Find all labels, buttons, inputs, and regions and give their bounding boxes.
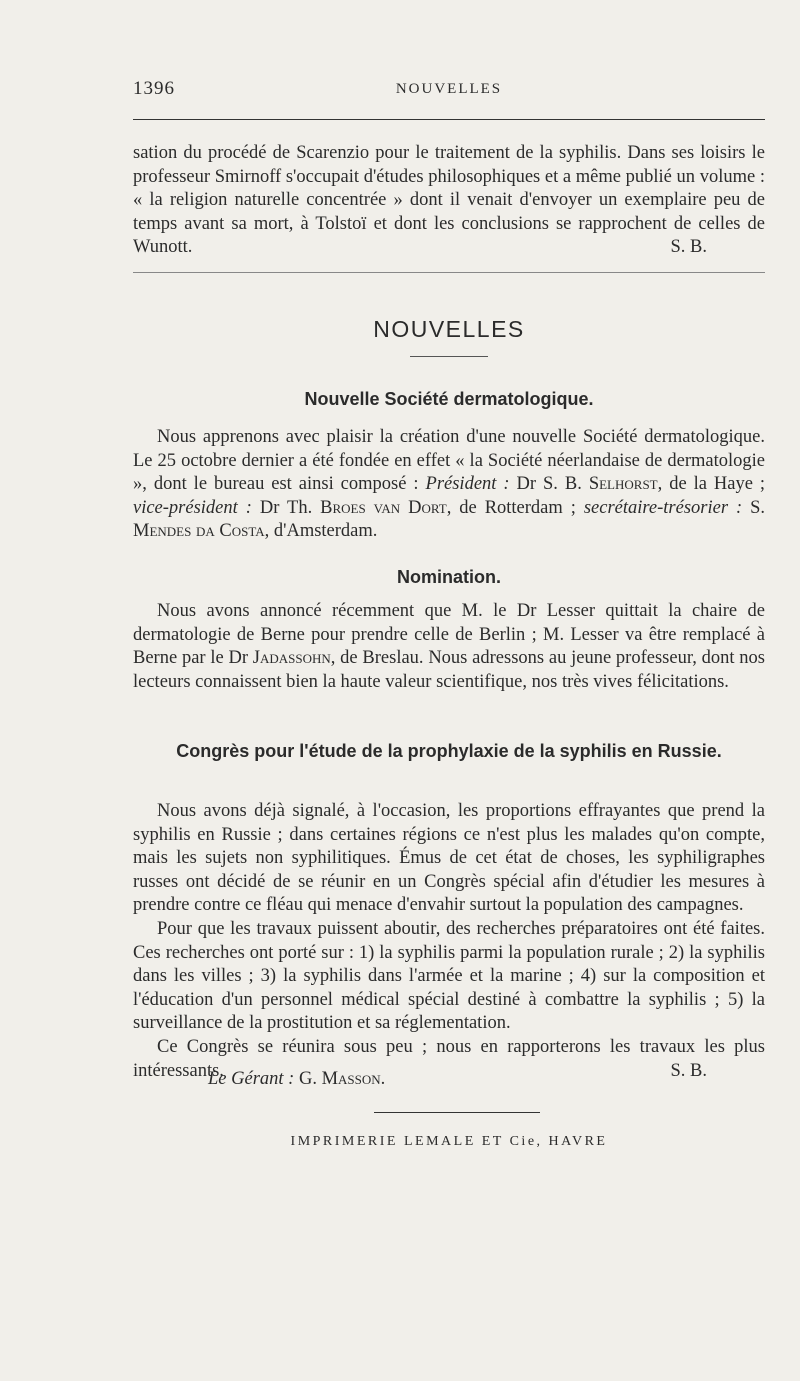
gerant-line	[208, 1069, 385, 1090]
treasurer-initial: S.	[750, 497, 766, 518]
article-title-societe: Nouvelle Société dermatologique.	[304, 389, 594, 409]
obituary-ending	[133, 142, 765, 260]
treasurer-city: , d'Amsterdam.	[264, 521, 378, 542]
article-title-congres: Congrès pour l'étude de la prophylaxie de la syphilis en Russie.	[176, 741, 722, 761]
treasurer-name: Mendes da Costa	[133, 521, 265, 542]
president-city: , de la Haye ;	[657, 474, 766, 495]
obituary-signature: S. B.	[670, 237, 707, 258]
page-header	[133, 78, 765, 104]
article-body-nomination	[133, 600, 765, 694]
article-title-nomination: Nomination.	[397, 567, 501, 587]
role-treasurer: secrétaire-trésorier :	[583, 497, 743, 518]
header-rule	[133, 119, 765, 120]
obituary-text: sation du procédé de Scarenzio pour le traitement de la syphilis. Dans ses loisirs le professeur Smirnoff s'occupait d'études philosophiques et a même publié un volume : « la religion naturelle concentrée » dont il venait d'envoyer un exemplaire peu de temps avant sa mort, à Tolstoï et dont les conclusions se rapprochent de celles de Wunott.	[133, 143, 765, 258]
doctor-title: Dr	[259, 497, 280, 518]
section-title: NOUVELLES	[373, 316, 525, 342]
role-vice-president: vice-président :	[133, 497, 252, 518]
congres-paragraph-1: Nous avons déjà signalé, à l'occasion, les proportions effrayantes que prend la syphilis en Russie ; dans certaines régions ce n'est plus les malades qu'on compte, mais les sujets non syphilitiques. Émus de cet état de choses, les syphiligraphes russes ont décidé de se réunir en un Congrès spécial afin d'étudier les mesures à prendre contre ce fléau qui menace d'envahir surtout la population des campagnes.	[133, 801, 765, 916]
section-separator	[133, 272, 765, 273]
printer-imprint: IMPRIMERIE LEMALE ET Cie, HAVRE	[290, 1134, 608, 1149]
congres-paragraph-2: Pour que les travaux puissent aboutir, des recherches préparatoires ont été faites. Ces recherches ont porté sur : 1) la syphilis parmi la population rurale ; 2) la syphilis dans les villes ; 3) la syphilis dans l'armée et la marine ; 4) sur la composition et l'éducation d'un personnel médical spécial destiné à combattre la syphilis ; 5) la surveillance de la prostitution et sa réglementation.	[133, 918, 765, 1034]
vp-name: Broes van Dort	[320, 497, 447, 518]
societe-intro: Nous apprenons avec plaisir la création d'une nouvelle Société dermatologique. Le 25 octobre dernier a été fondée en effet « la Société néerlandaise de dermatologie », dont le bureau est ainsi composé :	[133, 427, 765, 495]
gerant-label: Le Gérant :	[208, 1069, 295, 1089]
page-number: 1396	[133, 78, 175, 99]
congres-paragraph-3: Ce Congrès se réunira sous peu ; nous en rapporterons les travaux les plus intéressants.	[133, 1036, 765, 1081]
nomination-name: Jadassohn	[252, 648, 331, 669]
doctor-title: Dr	[516, 474, 537, 495]
nomination-text-a: Nous avons annoncé récemment que M. le Dr Lesser quittait la chaire de dermatologie de Berne pour prendre celle de Berlin ; M. Lesser va être remplacé à Berne par le Dr	[133, 601, 765, 669]
article-body-societe	[133, 426, 765, 544]
role-president: Président :	[425, 474, 510, 495]
vp-initial: Th.	[287, 497, 313, 518]
running-head: NOUVELLES	[395, 81, 503, 97]
nomination-text-b: , de Breslau. Nous adressons au jeune professeur, dont nos lecteurs connaissent bien la haute valeur scientifique, nos très vives félicitations.	[133, 648, 766, 692]
gerant-name: G. Masson.	[298, 1069, 386, 1089]
footer-rule	[374, 1112, 540, 1113]
article-body-congres	[133, 800, 765, 1083]
president-initial: S. B.	[543, 474, 582, 495]
congres-signature: S. B.	[670, 1060, 707, 1081]
president-name: Selhorst	[588, 474, 658, 495]
vp-city: , de Rotterdam ;	[446, 497, 576, 518]
title-underline	[410, 356, 488, 357]
